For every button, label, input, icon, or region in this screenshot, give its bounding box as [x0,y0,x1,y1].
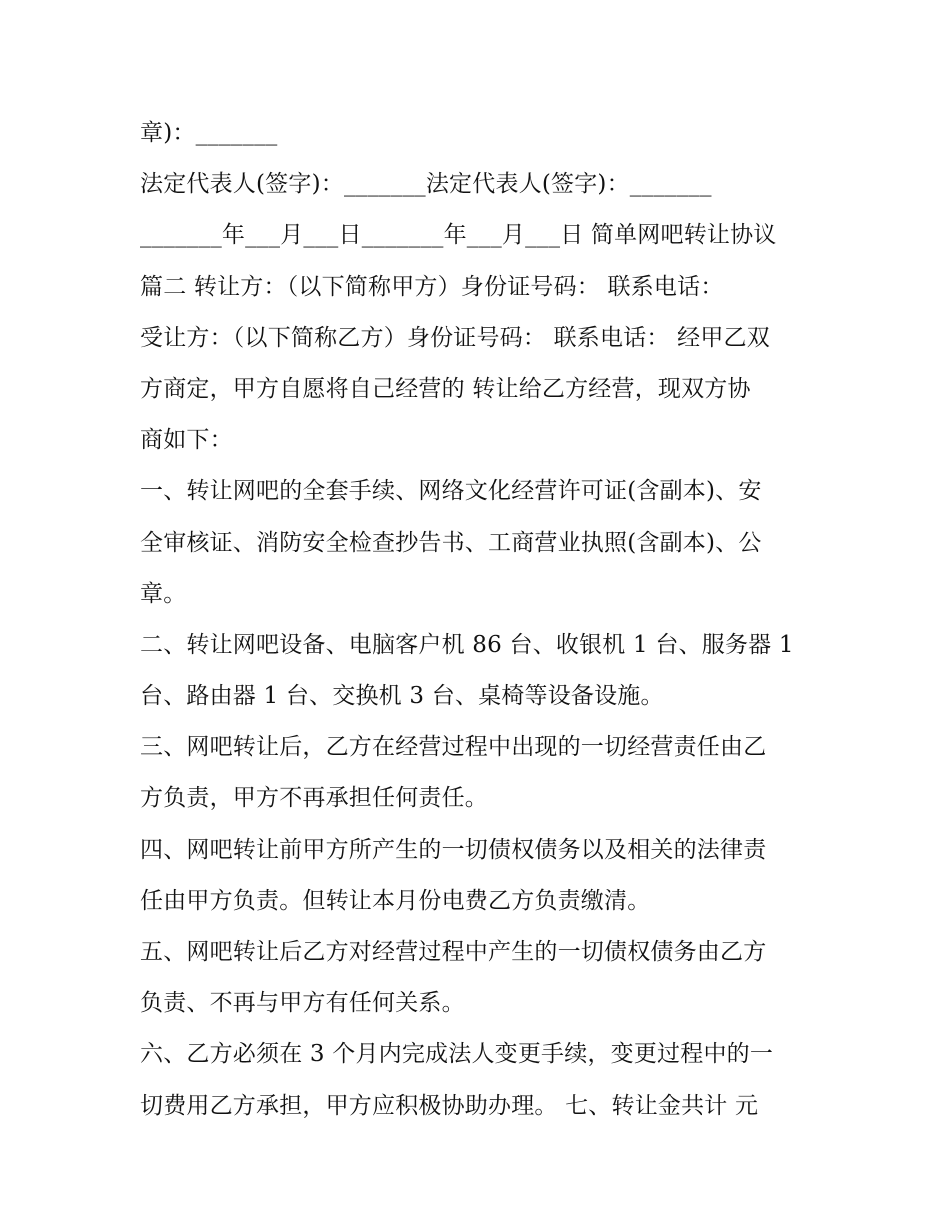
document-body [140,108,820,1132]
text-line: 全审核证、消防安全检查抄告书、工商营业执照(含副本)、公 [140,529,762,556]
text-line: 商如下： [140,427,233,454]
text-line: 方负责，甲方不再承担任何责任。 [140,785,488,812]
text-line: 四、网吧转让前甲方所产生的一切债权债务以及相关的法律责 [140,836,767,863]
text-line: 章)：_______ [140,120,278,146]
text-line: 台、路由器 1 台、交换机 3 台、桌椅等设备设施。 [140,683,664,710]
text-line: 负责、不再与甲方有任何关系。 [140,990,465,1017]
text-line: 切费用乙方承担，甲方应积极协助办理。 七、转让金共计 元 [140,1092,759,1119]
text-line: 六、乙方必须在 3 个月内完成法人变更手续，变更过程中的一 [140,1041,774,1068]
text-line: 三、网吧转让后，乙方在经营过程中出现的一切经营责任由乙 [140,734,767,761]
text-line: _______年___月___日_______年___月___日 简单网吧转让协议 [140,222,777,249]
text-line: 法定代表人(签字)：_______法定代表人(签字)：_______ [140,171,712,198]
text-line: 五、网吧转让后乙方对经营过程中产生的一切债权债务由乙方 [140,939,767,965]
text-line: 一、转让网吧的全套手续、网络文化经营许可证(含副本)、安 [140,478,762,505]
text-line: 受让方：（以下简称乙方）身份证号码： 联系电话： 经甲乙双 [140,324,770,351]
text-line: 章。 [140,580,187,607]
text-line: 方商定，甲方自愿将自己经营的 转让给乙方经营，现双方协 [140,375,751,402]
text-line: 二、转让网吧设备、电脑客户机 86 台、收银机 1 台、服务器 1 [140,631,794,658]
text-line: 篇二 转让方：（以下简称甲方）身份证号码： 联系电话： [140,273,724,300]
text-line: 任由甲方负责。但转让本月份电费乙方负责缴清。 [140,887,651,914]
